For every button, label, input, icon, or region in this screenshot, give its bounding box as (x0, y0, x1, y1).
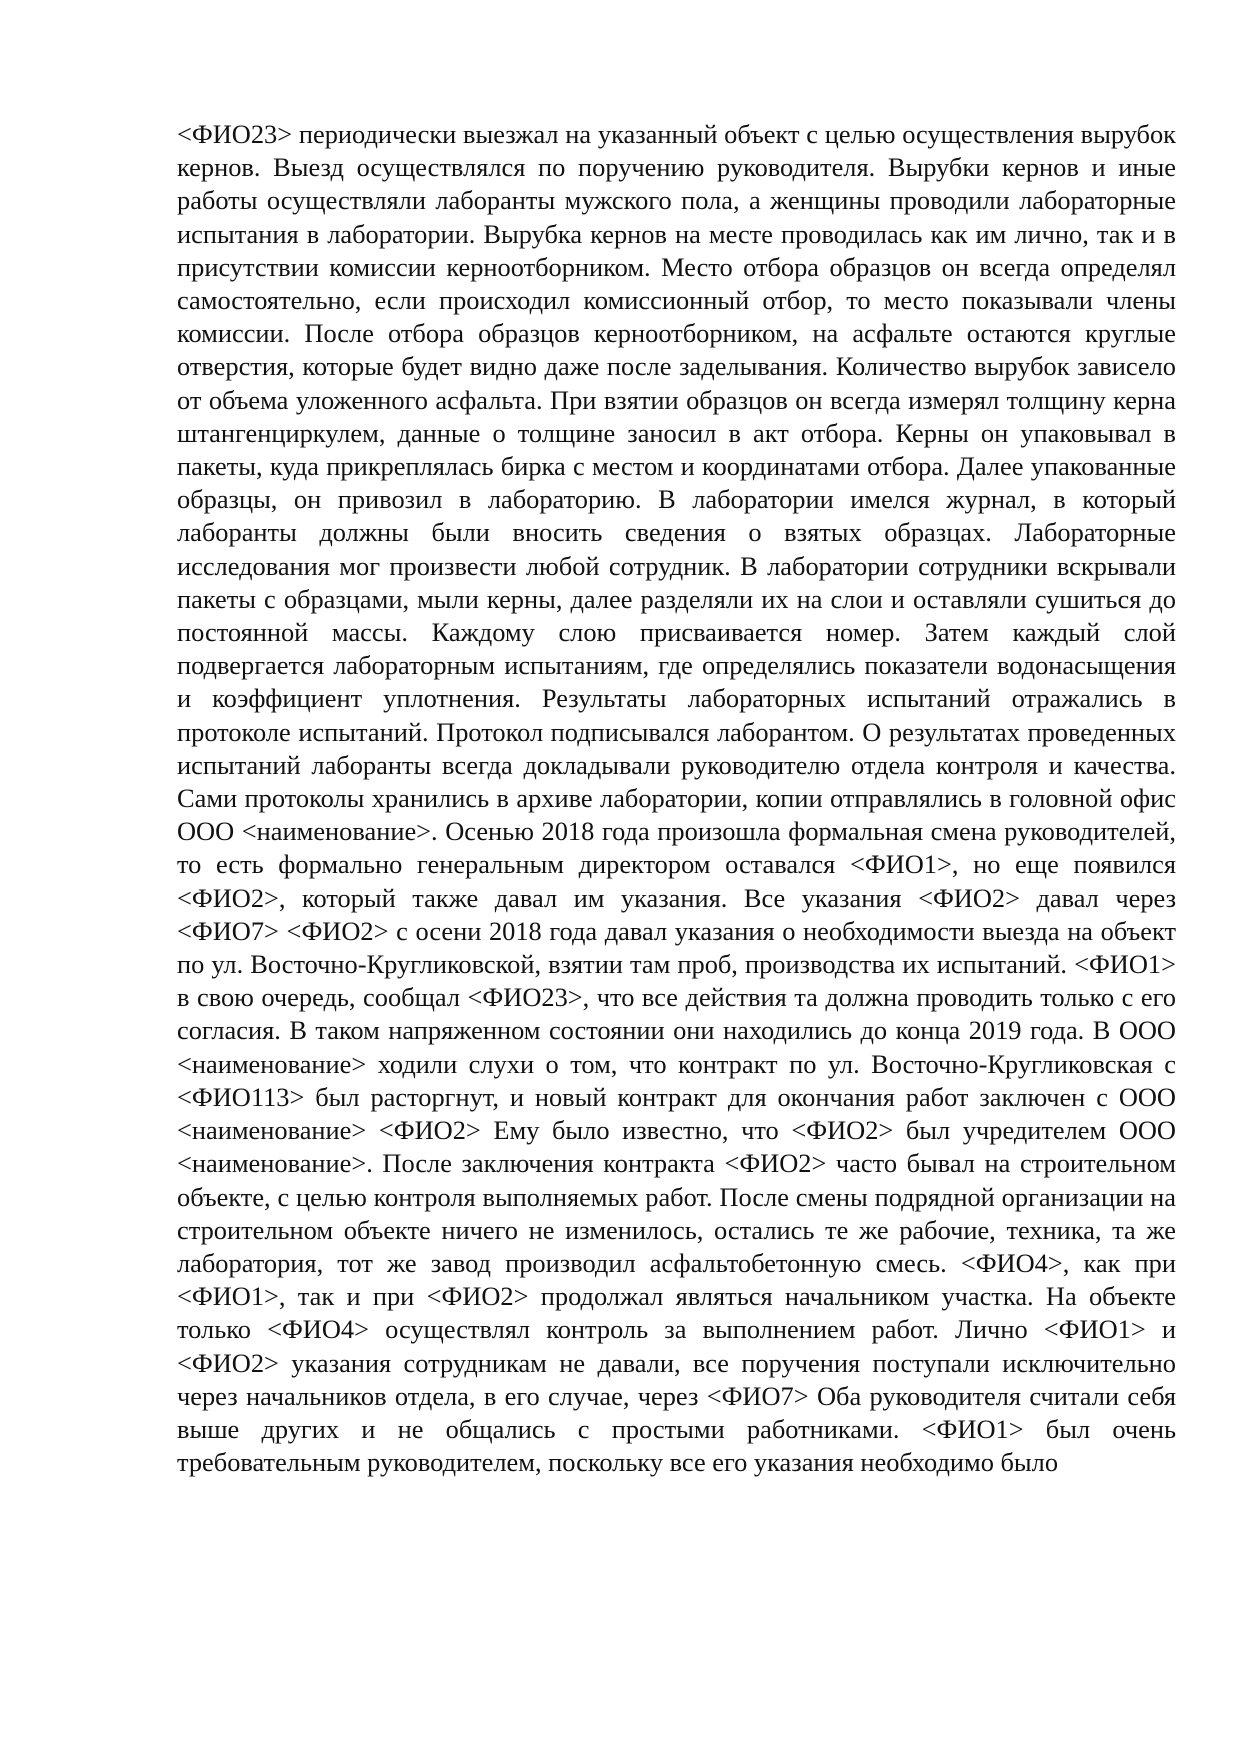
body-paragraph: <ФИО23> периодически выезжал на указанный объект с целью осуществления вырубок кернов. Выезд осуществлялся по поручению руководителя. Вырубки кернов и иные работы осуществляли лаборанты мужского пола, а женщины проводили лабораторные испытания в лаборатории. Вырубка кернов на месте проводилась как им лично, так и в присутствии комиссии керноотборником. Место отбора образцов он всегда определял самостоятельно, если происходил комиссионный отбор, то место показывали члены комиссии. После отбора образцов керноотборником, на асфальте остаются круглые отверстия, которые будет видно даже после заделывания. Количество вырубок зависело от объема уложенного асфальта. При взятии образцов он всегда измерял толщину керна штангенциркулем, данные о толщине заносил в акт отбора. Керны он упаковывал в пакеты, куда прикреплялась бирка с местом и координатами отбора. Далее упакованные образцы, он привозил в лабораторию. В лаборатории имелся журнал, в который лаборанты должны были вносить сведения о взятых образцах. Лабораторные исследования мог произвести любой сотрудник. В лаборатории сотрудники вскрывали пакеты с образцами, мыли керны, далее разделяли их на слои и оставляли сушиться до постоянной массы. Каждому слою присваивается номер. Затем каждый слой подвергается лабораторным испытаниям, где определялись показатели водонасыщения и коэффициент уплотнения. Результаты лабораторных испытаний отражались в протоколе испытаний. Протокол подписывался лаборантом. О результатах проведенных испытаний лаборанты всегда докладывали руководителю отдела контроля и качества. Сами протоколы хранились в архиве лаборатории, копии отправлялись в головной офис ООО <наименование>. Осенью 2018 года произошла формальная смена руководителей, то есть формально генеральным директором оставался <ФИО1>, но еще появился <ФИО2>, который также давал им указания. Все указания <ФИО2> давал через <ФИО7> <ФИО2> с осени 2018 года давал указания о необходимости выезда на объект по ул. Восточно-Кругликовской, взятии там проб, производства их испытаний. <ФИО1> в свою очередь, сообщал <ФИО23>, что все действия та должна проводить только с его согласия. В таком напряженном состоянии они находились до конца 2019 года. В ООО <наименование> ходили слухи о том, что контракт по ул. Восточно-Кругликовская с <ФИО113> был расторгнут, и новый контракт для окончания работ заключен с ООО <наименование> <ФИО2> Ему было известно, что <ФИО2> был учредителем ООО <наименование>. После заключения контракта <ФИО2> часто бывал на строительном объекте, с целью контроля выполняемых работ. После смены подрядной организации на строительном объекте ничего не изменилось, остались те же рабочие, техника, та же лаборатория, тот же завод производил асфальтобетонную смесь. <ФИО4>, как при <ФИО1>, так и при <ФИО2> продолжал являться начальником участка. На объекте только <ФИО4> осуществлял контроль за выполнением работ. Лично <ФИО1> и <ФИО2> указания сотрудникам не давали, все поручения поступали исключительно через начальников отдела, в его случае, через <ФИО7> Оба руководителя считали себя выше других и не общались с простыми работниками. <ФИО1> был очень требовательным руководителем, поскольку все его указания необходимо было (177, 119, 1176, 1478)
